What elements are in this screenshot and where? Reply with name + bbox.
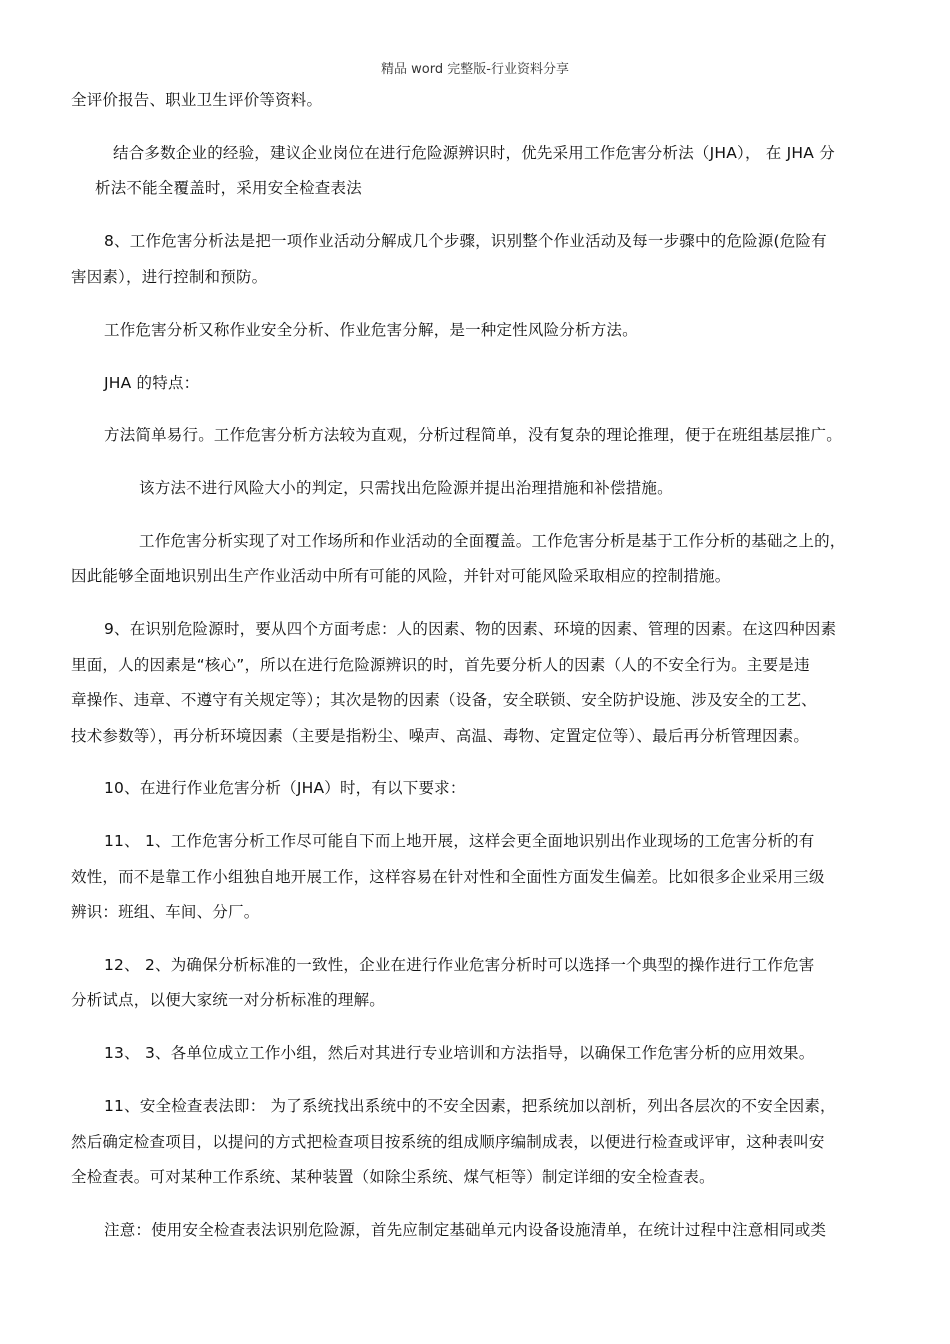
text-line: 11、 1、工作危害分析工作尽可能自下而上地开展，这样会更全面地识别出作业现场的工危害分析的有 (104, 832, 815, 850)
text-line: 害因素），进行控制和预防。 (71, 268, 268, 286)
text-line: 全评价报告、职业卫生评价等资料。 (71, 91, 323, 109)
text-line: 工作危害分析实现了对工作场所和作业活动的全面覆盖。工作危害分析是基于工作分析的基础之上的， (139, 532, 846, 550)
text-line: 然后确定检查项目，以提问的方式把检查项目按系统的组成顺序编制成表，以便进行检查或评审，这种表叫安 (71, 1133, 825, 1151)
text-line: 方法简单易行。工作危害分析方法较为直观，分析过程简单，没有复杂的理论推理，便于在班组基层推广。 (104, 426, 842, 444)
text-line: 因此能够全面地识别出生产作业活动中所有可能的风险，并针对可能风险采取相应的控制措施。 (71, 567, 731, 585)
text-line: 结合多数企业的经验，建议企业岗位在进行危险源辨识时，优先采用工作危害分析法（JHA）， 在 JHA 分 (113, 144, 835, 162)
text-line: 全检查表。可对某种工作系统、某种装置（如除尘系统、煤气柜等）制定详细的安全检查表。 (71, 1168, 715, 1186)
text-line: 效性，而不是靠工作小组独自地开展工作，这样容易在针对性和全面性方面发生偏差。比如很多企业采用三级 (71, 868, 825, 886)
text-line: 8、工作危害分析法是把一项作业活动分解成几个步骤，识别整个作业活动及每一步骤中的危险源(危险有 (104, 232, 827, 250)
text-line: 9、在识别危险源时，要从四个方面考虑：人的因素、物的因素、环境的因素、管理的因素。在这四种因素 (104, 620, 837, 638)
text-line: 辨识：班组、车间、分厂。 (71, 903, 260, 921)
page-header: 精品 word 完整版-行业资料分享 (381, 62, 569, 77)
text-line: 章操作、违章、不遵守有关规定等）；其次是物的因素（设备，安全联锁、安全防护设施、涉及安全的工艺、 (71, 691, 817, 709)
text-line: 分析试点，以便大家统一对分析标准的理解。 (71, 991, 386, 1009)
text-line: 工作危害分析又称作业安全分析、作业危害分解，是一种定性风险分析方法。 (104, 321, 638, 339)
text-line: 析法不能全覆盖时，采用安全检查表法 (95, 179, 362, 197)
text-line: JHA 的特点： (104, 374, 200, 392)
text-line: 13、 3、各单位成立工作小组，然后对其进行专业培训和方法指导，以确保工作危害分析的应用效果。 (104, 1044, 815, 1062)
text-line: 注意：使用安全检查表法识别危险源，首先应制定基础单元内设备设施清单，在统计过程中注意相同或类 (104, 1221, 827, 1239)
text-line: 里面，人的因素是“核心”，所以在进行危险源辨识的时，首先要分析人的因素（人的不安全行为。主要是违 (71, 656, 810, 674)
text-line: 12、 2、为确保分析标准的一致性，企业在进行作业危害分析时可以选择一个典型的操作进行工作危害 (104, 956, 815, 974)
text-line: 11、安全检查表法即： 为了系统找出系统中的不安全因素，把系统加以剖析，列出各层次的不安全因素， (104, 1097, 836, 1115)
text-line: 该方法不进行风险大小的判定，只需找出危险源并提出治理措施和补偿措施。 (139, 479, 673, 497)
text-line: 技术参数等），再分析环境因素（主要是指粉尘、噪声、高温、毒物、定置定位等）、最后再分析管理因素。 (71, 727, 810, 745)
text-line: 10、在进行作业危害分析（JHA）时，有以下要求： (104, 779, 466, 797)
